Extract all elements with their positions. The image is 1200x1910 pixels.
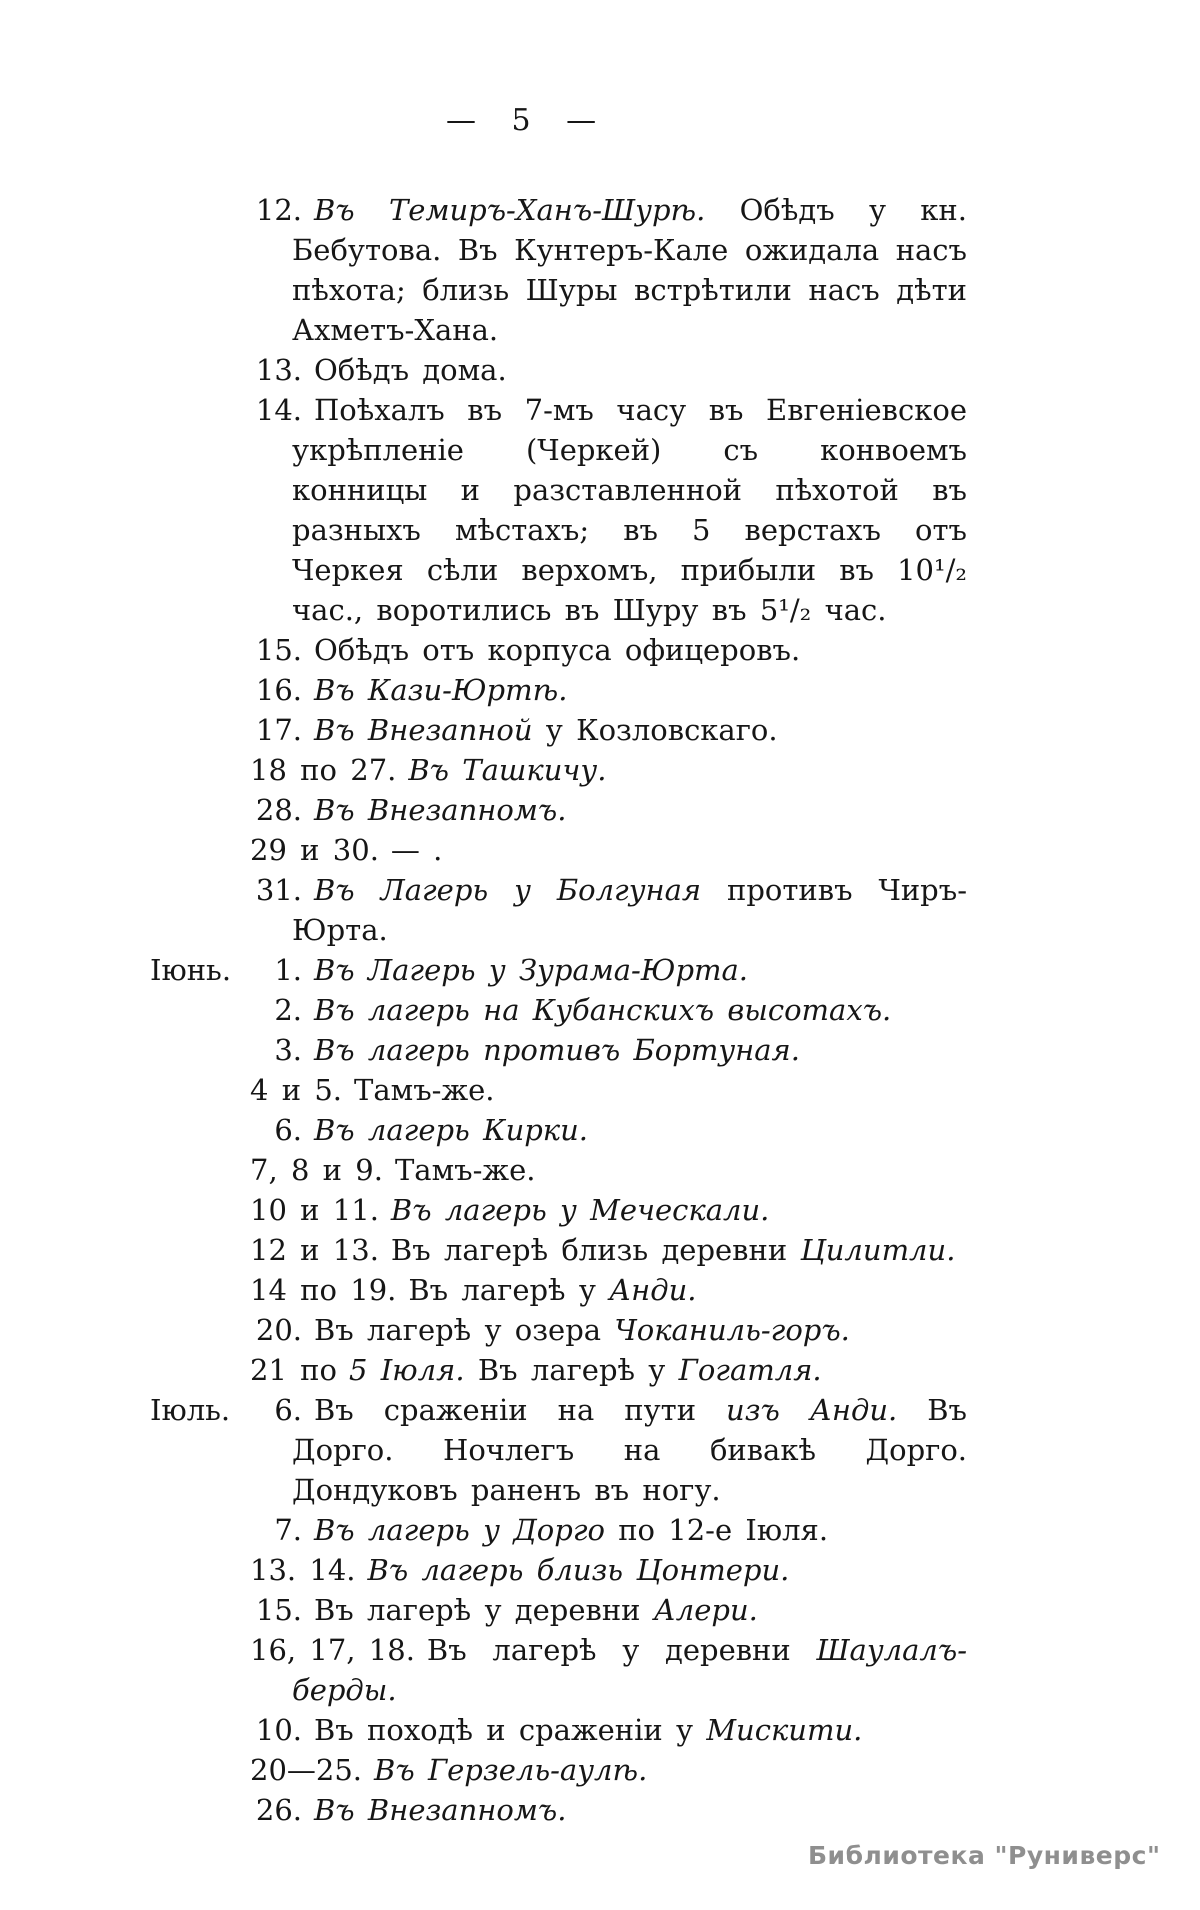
entry-text: Въ лагерь противъ Бортуная. <box>314 1033 800 1067</box>
entry-number: 1. <box>274 953 302 987</box>
entry-text: Тамъ-же. <box>354 1073 495 1107</box>
entry-number: 10. <box>255 1713 302 1747</box>
diary-entry <box>250 1110 967 1150</box>
entry-number: 16. <box>255 673 302 707</box>
diary-entry <box>250 1350 967 1390</box>
entry-text: Въ лагерѣ у деревни Алери. <box>314 1593 758 1627</box>
diary-entry <box>150 950 967 990</box>
entry-number: 20—25. <box>250 1753 363 1787</box>
entry-text: Въ Лагерь у Болгуная противъ Чиръ-Юрта. <box>292 873 967 947</box>
month-label: Іюнь. <box>150 953 232 987</box>
entry-number: 31. <box>255 873 302 907</box>
month-label: Іюль. <box>150 1393 231 1427</box>
entry-text: Въ лагерь Кирки. <box>314 1113 589 1147</box>
entry-text: Въ лагерь на Кубанскихъ высотахъ. <box>314 993 892 1027</box>
entry-number: 2. <box>274 993 302 1027</box>
diary-entry <box>250 1030 967 1070</box>
diary-entry <box>250 350 967 390</box>
diary-entry <box>250 1630 967 1710</box>
entry-number: 7, 8 и 9. <box>250 1153 383 1187</box>
entry-number: 3. <box>274 1033 302 1067</box>
entry-number: 14. <box>255 393 302 427</box>
diary-entry <box>250 990 967 1030</box>
diary-entry <box>250 1230 967 1270</box>
entry-number: 12 и 13. <box>250 1233 379 1267</box>
diary-entry <box>250 1270 967 1310</box>
entry-text: Въ Внезапномъ. <box>314 1793 567 1827</box>
diary-entry <box>250 710 967 750</box>
entry-text: Въ Внезапной у Козловскаго. <box>314 713 778 747</box>
diary-entry <box>250 1550 967 1590</box>
entry-text: Въ лагерѣ у деревни Шаулалъ-берды. <box>292 1633 967 1707</box>
entry-number: 13. 14. <box>250 1553 356 1587</box>
diary-entry <box>250 190 967 350</box>
diary-entry <box>250 1310 967 1350</box>
diary-entry <box>250 670 967 710</box>
diary-entry <box>250 870 967 950</box>
diary-entry <box>250 750 967 790</box>
entry-text: Въ походѣ и сраженіи у Мискити. <box>314 1713 863 1747</box>
diary-entry <box>250 630 967 670</box>
diary-entry <box>250 1590 967 1630</box>
entry-number: 18 по 27. <box>250 753 397 787</box>
entry-number: 13. <box>255 353 302 387</box>
entry-text: Въ Внезапномъ. <box>314 793 567 827</box>
entry-number: 14 по 19. <box>250 1273 397 1307</box>
entry-text: Въ лагерѣ близь деревни Цилитли. <box>390 1233 956 1267</box>
diary-entry <box>250 1150 967 1190</box>
entry-number: 16, 17, 18. <box>250 1633 415 1667</box>
diary-entry <box>250 390 967 630</box>
entry-number: 15. <box>255 633 302 667</box>
entry-text: Въ Темиръ-Ханъ-Шурѣ. Обѣдъ у кн. Бебутова. Въ Кунтеръ-Кале ожидала насъ пѣхота; близь Шуры встрѣтили насъ дѣти Ахметъ-Хана. <box>292 193 967 347</box>
entry-number: 6. <box>274 1393 302 1427</box>
entries-list <box>150 190 967 1830</box>
entry-text: Тамъ-же. <box>394 1153 536 1187</box>
diary-entry <box>250 1750 967 1790</box>
entry-number: 17. <box>255 713 302 747</box>
entry-number: 12. <box>255 193 302 227</box>
entry-number: 15. <box>255 1593 302 1627</box>
diary-entry <box>150 1390 967 1510</box>
entry-text: Въ лагерѣ у озера Чоканиль-горъ. <box>314 1313 850 1347</box>
entry-text: Въ сраженіи на пути изъ Анди. Въ Дорго. Ночлегъ на бивакѣ Дорго. Дондуковъ раненъ въ ногу. <box>292 1393 967 1507</box>
entry-text: Обѣдъ дома. <box>314 353 507 387</box>
entry-text: Въ лагерѣ у Анди. <box>408 1273 697 1307</box>
entry-text: Въ Ташкичу. <box>408 753 607 787</box>
entry-text: 5 Іюля. Въ лагерѣ у Гогатля. <box>348 1353 822 1387</box>
entry-number: 4 и 5. <box>250 1073 343 1107</box>
page-number: — 5 — <box>446 103 597 138</box>
entry-number: 21 по <box>250 1353 337 1387</box>
entry-number: 29 и 30. <box>250 833 379 867</box>
entry-number: 26. <box>255 1793 302 1827</box>
diary-entry <box>250 1710 967 1750</box>
diary-entry <box>250 1790 967 1830</box>
entry-text: — . <box>390 833 443 867</box>
entry-text: Въ лагерь близь Цонтери. <box>367 1553 790 1587</box>
diary-entry <box>250 790 967 830</box>
entry-text: Въ лагерь у Дорго по 12-е Іюля. <box>314 1513 829 1547</box>
entry-number: 7. <box>274 1513 302 1547</box>
entry-number: 6. <box>274 1113 302 1147</box>
entry-text: Въ Герзель-аулѣ. <box>374 1753 648 1787</box>
entry-number: 10 и 11. <box>250 1193 379 1227</box>
diary-entry <box>250 1070 967 1110</box>
entry-text: Въ Кази-Юртѣ. <box>314 673 568 707</box>
entry-number: 20. <box>255 1313 302 1347</box>
diary-entry <box>250 1510 967 1550</box>
entry-text: Въ Лагерь у Зурама-Юрта. <box>314 953 749 987</box>
library-watermark: Библиотека "Руниверс" <box>808 1841 1161 1870</box>
entry-text: Обѣдъ отъ корпуса офицеровъ. <box>314 633 801 667</box>
entry-number: 28. <box>255 793 302 827</box>
entry-text: Поѣхалъ въ 7-мъ часу въ Евгеніевское укрѣпленіе (Черкей) съ конвоемъ конницы и разставленной пѣхотой въ разныхъ мѣстахъ; въ 5 верстахъ отъ Черкея сѣли верхомъ, прибыли въ 10¹/₂ час., воротились въ Шуру въ 5¹/₂ час. <box>292 393 967 627</box>
diary-entry <box>250 1190 967 1230</box>
entry-text: Въ лагерь у Меческали. <box>390 1193 770 1227</box>
diary-entry <box>250 830 967 870</box>
